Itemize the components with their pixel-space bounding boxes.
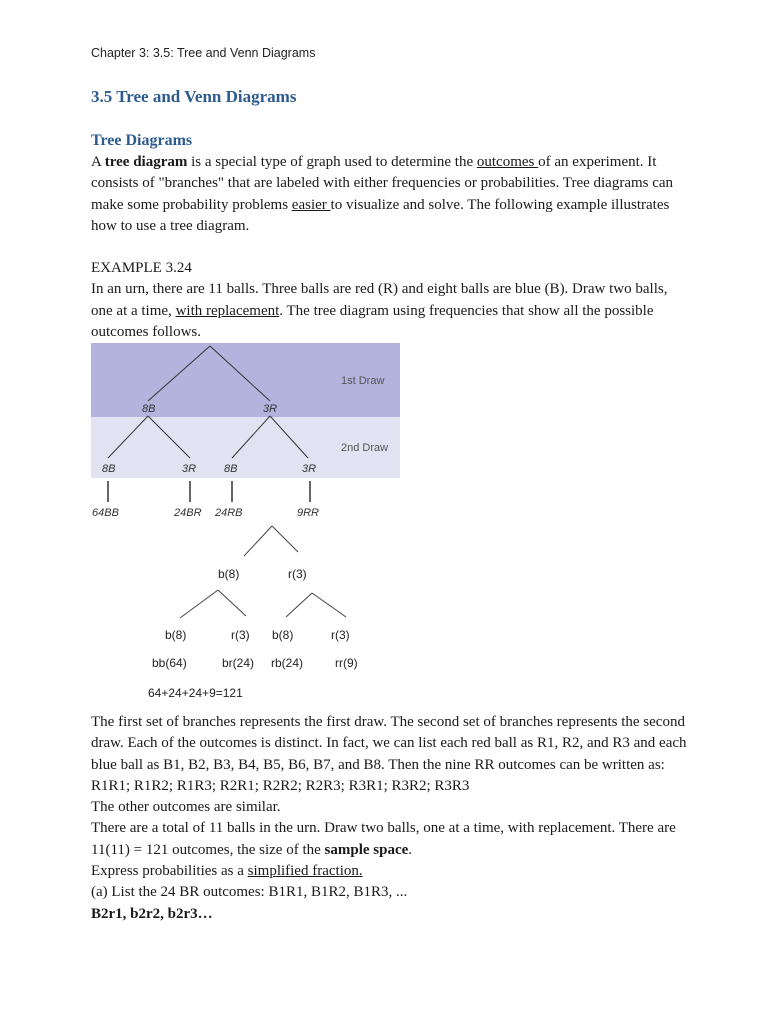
tree-node-r3-r3: r(3) [331,628,350,642]
tree-outcome-rr: rr(9) [335,656,358,670]
subsection-title: Tree Diagrams [91,132,193,149]
link-outcomes[interactable]: outcomes [476,154,539,170]
chapter-header: Chapter 3: 3.5: Tree and Venn Diagrams [91,46,316,60]
fig-node-8B-3R: 3R [182,463,197,475]
body-line-9: (a) List the 24 BR outcomes: B1R1, B1R2, B1R3, ... [91,884,408,901]
tree-sum: 64+24+24+9=121 [148,686,243,700]
tree-outcome-bb: bb(64) [152,656,187,670]
intro-line-3: make some probability problems easier to visualize and solve. The following example illustrates [91,196,670,213]
section-title: 3.5 Tree and Venn Diagrams [91,87,297,106]
body-line-7: 11(11) = 121 outcomes, the size of the sample space. [91,841,413,858]
fig-outcome-24BR: 24BR [174,507,202,519]
link-easier[interactable]: easier [291,196,331,213]
second-draw-label: 2nd Draw [341,442,389,454]
example-heading: EXAMPLE 3.24 [91,260,192,276]
link-with-replacement[interactable]: with replacement [175,302,280,319]
tree-node-b8-b8: b(8) [165,628,187,642]
fig-outcome-64BB: 64BB [92,507,119,519]
tree-node-r3-b8: b(8) [272,628,294,642]
tree-outcome-rb: rb(24) [271,656,304,670]
figure-tree-branches [108,346,310,502]
example-line-2: one at a time, with replacement. The tree diagram using frequencies that show all the possible [91,302,654,319]
body-line-6: There are a total of 11 balls in the urn. Draw two balls, one at a time, with replacement. There are [91,820,676,837]
fig-node-3R: 3R [263,403,278,415]
fig-node-8B-8B: 8B [102,463,116,475]
first-draw-label: 1st Draw [341,375,385,387]
explanation-block [91,712,736,925]
intro-line-1: A tree diagram is a special type of graph used to determine the outcomes of an experiment. It [91,154,657,170]
tree-node-b8: b(8) [218,567,240,581]
tree-outcome-br: br(24) [222,656,255,670]
body-line-2: draw. Each of the outcomes is distinct. In fact, we can list each red ball as R1, R2, and R3 and each [91,735,687,752]
text-tree-branches [180,526,346,618]
term-tree-diagram: tree diagram [104,154,188,170]
body-line-1: The first set of branches represents the first draw. The second set of branches represents the second [91,714,685,730]
tree-node-r3: r(3) [288,567,307,581]
intro-line-2: consists of "branches" that are labeled with either frequencies or probabilities. Tree diagrams can [91,175,674,192]
fig-outcome-9RR: 9RR [297,507,320,519]
fig-node-3R-8B: 8B [224,463,238,475]
link-simplified-fraction[interactable]: simplified fraction. [247,863,363,880]
term-sample-space: sample space [324,841,409,858]
body-line-4: R1R1; R1R2; R1R3; R2R1; R2R2; R2R3; R3R1; R3R2; R3R3 [91,777,470,794]
example-line-3: outcomes follows. [91,323,201,340]
fig-outcome-24RB: 24RB [215,507,243,519]
answer-line: B2r1, b2r2, b2r3… [91,905,213,922]
fig-node-8B: 8B [142,403,156,415]
tree-node-b8-r3: r(3) [231,628,250,642]
example-line-1: In an urn, there are 11 balls. Three balls are red (R) and eight balls are blue (B). Draw two balls, [91,281,668,298]
body-line-5: The other outcomes are similar. [91,799,281,816]
fig-node-3R-3R: 3R [302,463,317,475]
body-line-8: Express probabilities as a simplified fraction. [91,863,363,880]
intro-line-4: how to use a tree diagram. [91,217,250,234]
body-line-3: blue ball as B1, B2, B3, B4, B5, B6, B7, and B8. Then the nine RR outcomes can be written as: [91,756,665,773]
